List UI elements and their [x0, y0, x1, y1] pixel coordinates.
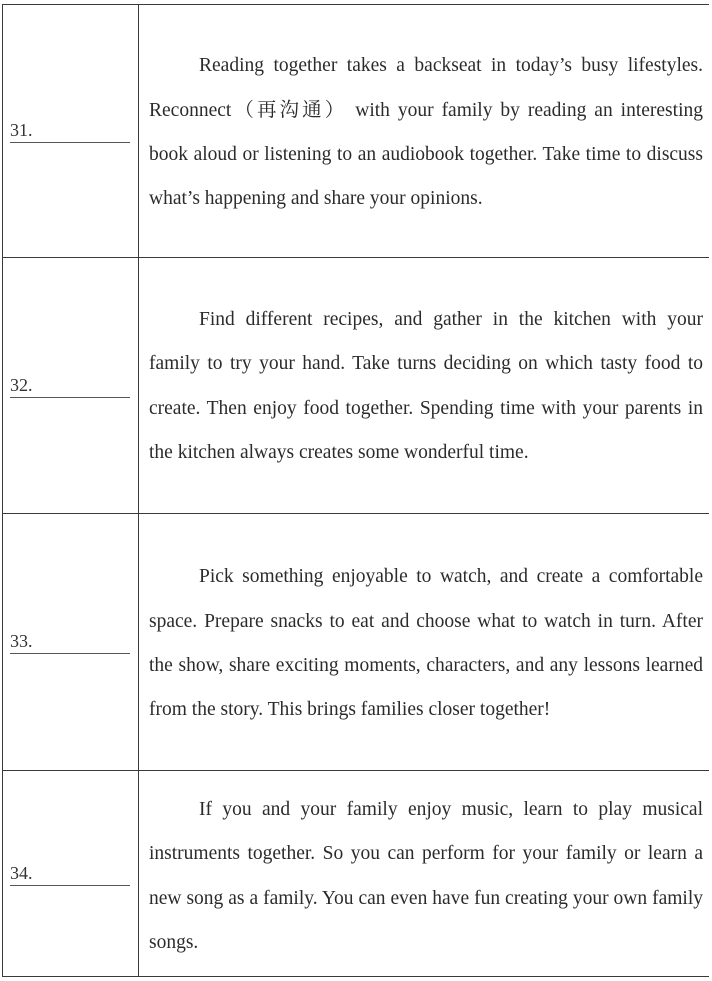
answer-blank-33[interactable]: 33. [10, 630, 130, 654]
answer-blank-31[interactable]: 31. [10, 119, 130, 143]
answer-cell [3, 258, 139, 514]
answer-cell [3, 514, 139, 771]
table-row [3, 258, 710, 514]
answer-blank-32[interactable]: 32. [10, 374, 130, 398]
paragraph-text: Find different recipes, and gather in the kitchen with your family to try your hand. Take turns deciding on which tasty food to create. Then enjoy food together. Spending time with your parents in the kitchen always creates some wonderful time. [149, 308, 703, 463]
paragraph-cell [139, 5, 710, 258]
paragraph-text: If you and your family enjoy music, learn to play musical instruments together. So you can perform for your family or learn a new song as a family. You can even have fun creating your own family songs. [149, 798, 703, 953]
paragraph-cell [139, 258, 710, 514]
paragraph-text: Reading together takes a backseat in today’s busy lifestyles. Reconnect（再沟通） with your family by reading an interesting book aloud or listening to an audiobook together. Take time to discuss what’s happening and share your opinions. [149, 55, 703, 210]
table-row [3, 771, 710, 977]
table-row [3, 514, 710, 771]
answer-blank-34[interactable]: 34. [10, 862, 130, 886]
answer-cell [3, 771, 139, 977]
answer-cell [3, 5, 139, 258]
paragraph-text: Pick something enjoyable to watch, and create a comfortable space. Prepare snacks to eat and choose what to watch in turn. After the show, share exciting moments, characters, and any lessons learned from the story. This brings families closer together! [149, 566, 703, 721]
paragraph-cell [139, 771, 710, 977]
paragraph-cell [139, 514, 710, 771]
passage-table [2, 4, 709, 977]
table-row [3, 5, 710, 258]
